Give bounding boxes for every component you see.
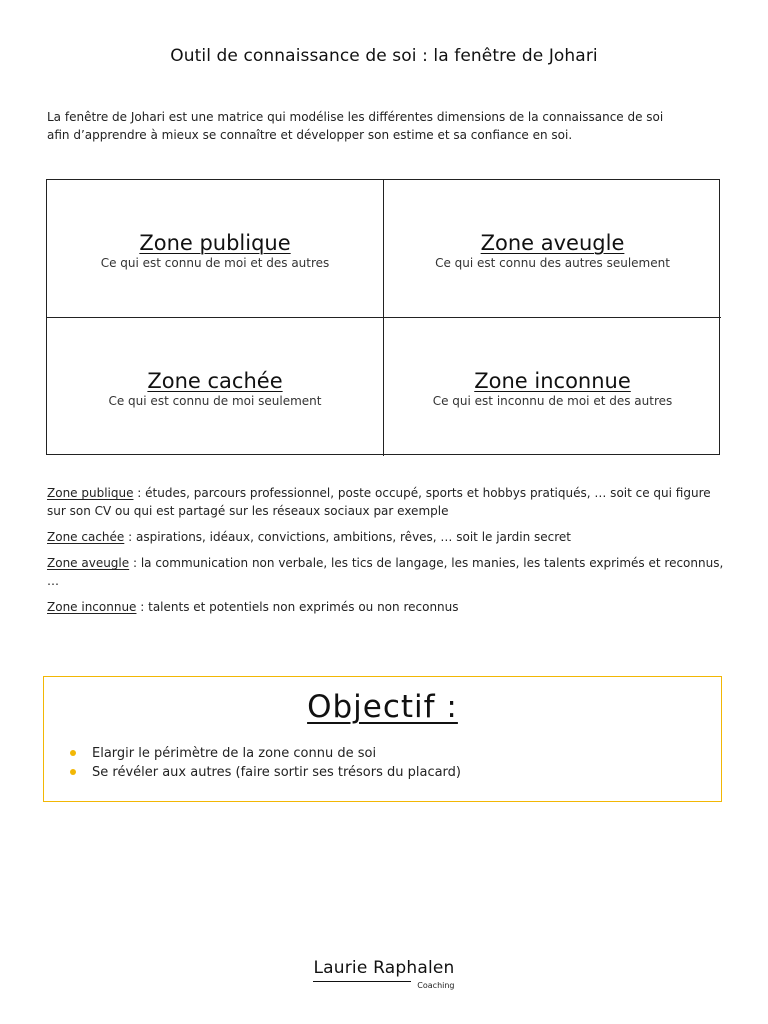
brand-tagline: Coaching	[417, 981, 455, 990]
brand-logo	[0, 958, 768, 990]
zone-subtitle: Ce qui est connu de moi et des autres	[100, 255, 330, 270]
detail-text: : talents et potentiels non exprimés ou non reconnus	[136, 600, 459, 614]
brand-underline	[313, 981, 411, 982]
johari-window-grid	[46, 179, 720, 455]
zone-publique-cell	[47, 180, 384, 318]
objective-list	[70, 744, 461, 782]
zone-aveugle-cell	[384, 180, 721, 318]
page-title: Outil de connaissance de soi : la fenêtre de Johari	[170, 46, 598, 66]
intro-paragraph	[47, 108, 727, 144]
brand-name: Laurie Raphalen	[313, 958, 455, 978]
brand-wordmark	[313, 958, 454, 990]
detail-term: Zone cachée	[47, 530, 125, 544]
detail-text: : études, parcours professionnel, poste occupé, sports et hobbys pratiqués, … soit ce qui figure sur son CV ou qui est partagé sur les réseaux sociaux par exemple	[47, 486, 711, 518]
intro-line: La fenêtre de Johari est une matrice qui modélise les différentes dimensions de la connaissance de soi	[47, 110, 664, 124]
objective-item	[70, 744, 461, 763]
detail-term: Zone inconnue	[47, 600, 137, 614]
detail-term: Zone aveugle	[47, 556, 130, 570]
detail-text: : la communication non verbale, les tics de langage, les manies, les talents exprimés et reconnus, …	[47, 556, 724, 588]
objective-box	[43, 676, 722, 802]
zone-cachee-cell	[47, 318, 384, 456]
zone-subtitle: Ce qui est connu de moi seulement	[108, 394, 322, 408]
zone-subtitle: Ce qui est connu des autres seulement	[435, 255, 670, 270]
zone-title: Zone aveugle	[480, 230, 625, 255]
zone-details	[47, 484, 727, 624]
objective-item-text: Elargir le périmètre de la zone connu de soi	[92, 746, 377, 761]
detail-text: : aspirations, idéaux, convictions, ambitions, rêves, … soit le jardin secret	[124, 530, 571, 544]
detail-term: Zone publique	[47, 486, 134, 500]
zone-title: Zone inconnue	[474, 369, 631, 393]
detail-inconnue	[47, 598, 727, 616]
bullet-icon	[70, 750, 76, 756]
detail-cachee	[47, 528, 727, 546]
detail-publique	[47, 484, 727, 520]
zone-subtitle: Ce qui est inconnu de moi et des autres	[432, 394, 673, 408]
zone-title: Zone publique	[139, 230, 291, 255]
objective-title: Objectif :	[307, 689, 458, 725]
objective-item-text: Se révéler aux autres (faire sortir ses trésors du placard)	[92, 765, 462, 780]
zone-title: Zone cachée	[147, 369, 283, 393]
bullet-icon	[70, 769, 76, 775]
zone-inconnue-cell	[384, 318, 721, 456]
intro-line: afin d’apprendre à mieux se connaître et développer son estime et sa confiance en soi.	[47, 128, 573, 142]
objective-item	[70, 763, 461, 782]
detail-aveugle	[47, 554, 727, 590]
